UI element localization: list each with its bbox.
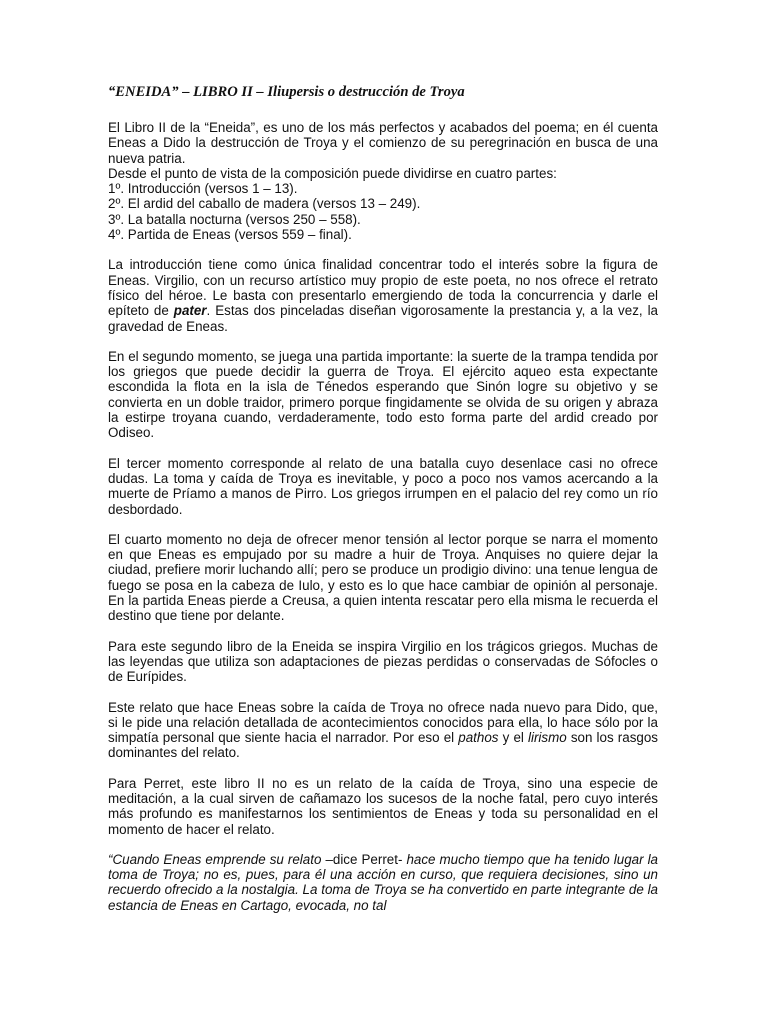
list-item: 1º. Introducción (versos 1 – 13).: [108, 181, 298, 197]
text-run: son los rasgos dominantes del relato.: [108, 730, 659, 761]
text-run: La introducción tiene como única finalidad concentrar todo el interés sobre la figura de Eneas. Virgilio, con un recurso artístico muy propio de este poeta, no nos ofrece el retrato físico del héroe. Le basta con presentarlo emergiendo de toda la concurrencia y darle el epíteto de: [108, 257, 658, 319]
quote-attribution: –dice Perret-: [325, 851, 403, 867]
list-item: 3º. La batalla nocturna (versos 250 – 558).: [108, 211, 361, 227]
text-run: Este relato que hace Eneas sobre la caída de Troya no ofrece nada nuevo para Dido, que, si le pide una relación detallada de acontecimientos conocidos para ella, lo hace sólo por la simpatía personal que siente hacia el narrador. Por eso el: [108, 699, 658, 746]
paragraph-tercer-momento: El tercer momento corresponde al relato de una batalla cuyo desenlace casi no ofrece dudas. La toma y caída de Troya es inevitable, y poco a poco nos vamos acercando a la muerte de Príamo a manos de Pirro. Los griegos irrumpen en el palacio del rey como un río desbordado.: [108, 455, 658, 517]
intro-paragraph: El Libro II de la “Eneida”, es uno de los más perfectos y acabados del poema; en él cuenta Eneas a Dido la destrucción de Troya y el comienzo de su peregrinación en busca de una nueva patria.: [108, 120, 658, 166]
document-page: [108, 84, 658, 928]
text-run: . Estas dos pinceladas diseñan vigorosamente la prestancia y, a la vez, la gravedad de Eneas.: [108, 303, 658, 334]
list-item: 2º. El ardid del caballo de madera (versos 13 – 249).: [108, 196, 421, 212]
paragraph-cuarto-momento: El cuarto momento no deja de ofrecer menor tensión al lector porque se narra el momento en que Eneas es empujado por su madre a huir de Troya. Anquises no quiere dejar la ciudad, prefiere morir luchando allí; pero se produce un prodigio divino: una tenue lengua de fuego se posa en la cabeza de Iulo, y esto es lo que hace cambiar de opinión al personaje. En la partida Eneas pierde a Creusa, a quien intenta rescatar pero ella misma le recuerda el destino que tiene por delante.: [108, 531, 658, 624]
division-intro: Desde el punto de vista de la composición puede dividirse en cuatro partes:: [108, 165, 557, 181]
quote-rest: hace mucho tiempo que ha tenido lugar la toma de Troya; no es, pues, para él una acción en curso, que requiera decisiones, sino un recuerdo ofrecido a la nostalgia. La toma de Troya se ha convertido en parte integrante de la estancia de Eneas en Cartago, evocada, no tal: [108, 851, 658, 913]
document-title: “ENEIDA” – LIBRO II – Iliupersis o destrucción de Troya: [108, 84, 465, 100]
parts-list: [108, 181, 658, 242]
list-item: 4º. Partida de Eneas (versos 559 – final).: [108, 227, 352, 243]
paragraph-relato: [108, 700, 658, 761]
emphasis-pater: pater: [173, 303, 207, 319]
quote-start: “Cuando Eneas emprende su relato: [108, 851, 326, 867]
text-run: y el: [498, 730, 529, 746]
paragraph-introduccion: [108, 257, 658, 333]
paragraph-cita: [108, 852, 658, 913]
paragraph-fuentes: Para este segundo libro de la Eneida se inspira Virgilio en los trágicos griegos. Muchas de las leyendas que utiliza son adaptaciones de piezas perdidas o conservadas de Sófocles o de Eurípides.: [108, 638, 658, 685]
emphasis-pathos: pathos: [458, 730, 499, 746]
emphasis-lirismo: lirismo: [528, 730, 567, 746]
paragraph-perret: Para Perret, este libro II no es un relato de la caída de Troya, sino una especie de meditación, a la cual sirven de cañamazo los sucesos de la noche fatal, pero cuyo interés más profundo es manifestarnos los sentimientos de Eneas y toda su personalidad en el momento de hacer el relato.: [108, 775, 658, 837]
paragraph-segundo-momento: En el segundo momento, se juega una partida importante: la suerte de la trampa tendida por los griegos que puede decidir la guerra de Troya. El ejército aqueo esta expectante escondida la flota en la isla de Ténedos esperando que Sinón logre su objetivo y se convierta en un doble traidor, primero porque fingidamente se olvida de su origen y abraza la estirpe troyana cuando, verdaderamente, todo esto forma parte del ardid creado por Odiseo.: [108, 348, 658, 441]
